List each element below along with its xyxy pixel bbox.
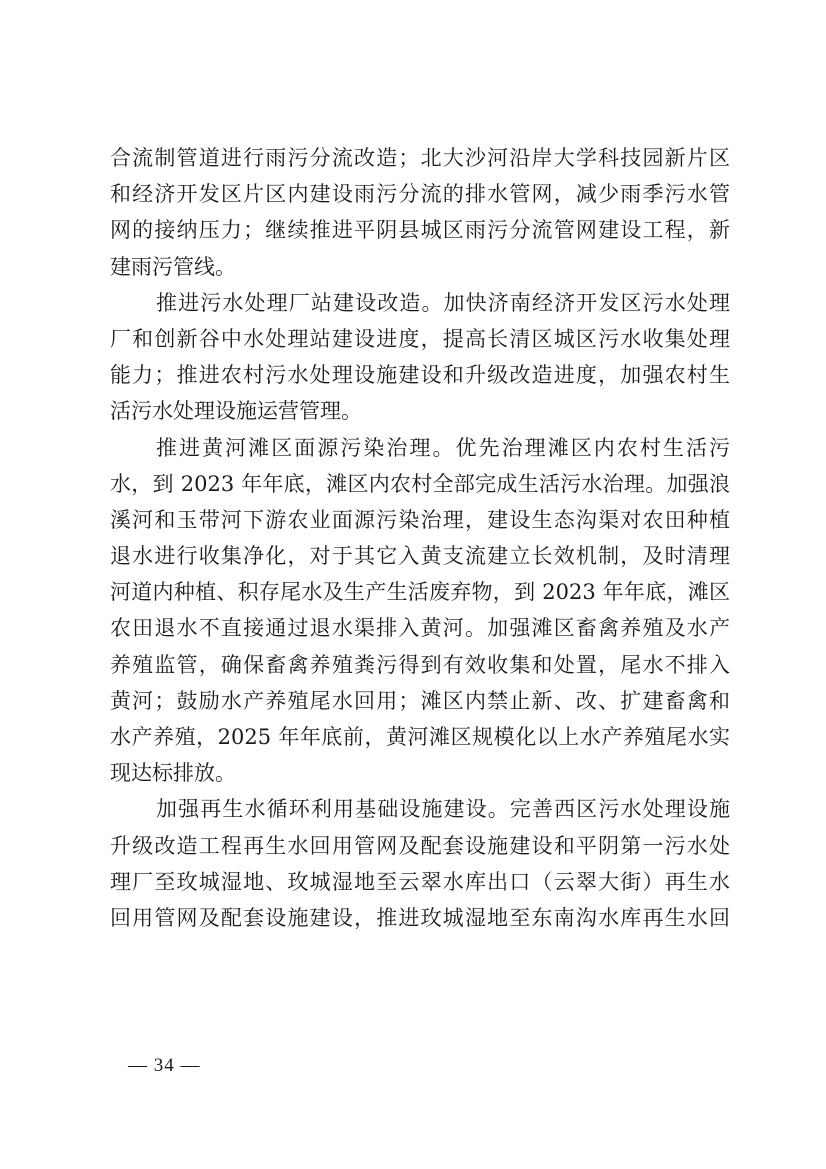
text-line: 活污水处理设施运营管理。 bbox=[110, 399, 362, 424]
page-number: — 34 — bbox=[128, 1055, 201, 1076]
text-line: 养殖监管，确保畜禽养殖粪污得到有效收集和处置，尾水不排入 bbox=[110, 652, 730, 677]
text-line: 农田退水不直接通过退水渠排入黄河。加强滩区畜禽养殖及水产 bbox=[110, 616, 730, 641]
text-line: 水产养殖，2025 年年底前，黄河滩区规模化以上水产养殖尾水实 bbox=[110, 725, 730, 749]
text-line: 建雨污管线。 bbox=[110, 254, 236, 279]
text-line: 网的接纳压力；继续推进平阴县城区雨污分流管网建设工程，新 bbox=[110, 218, 730, 243]
text-line: 黄河；鼓励水产养殖尾水回用；滩区内禁止新、改、扩建畜禽和 bbox=[110, 688, 730, 713]
text-line: 合流制管道进行雨污分流改造；北大沙河沿岸大学科技园新片区 bbox=[110, 146, 730, 170]
text-line: 溪河和玉带河下游农业面源污染治理，建设生态沟渠对农田种植 bbox=[110, 507, 730, 532]
text-line: 能力；推进农村污水处理设施建设和升级改造进度，加强农村生 bbox=[110, 363, 730, 388]
body-text bbox=[110, 140, 730, 936]
text-line: 退水进行收集净化，对于其它入黄支流建立长效机制，及时清理 bbox=[110, 544, 730, 569]
text-line: 河道内种植、积存尾水及生产生活废弃物，到 2023 年年底，滩区 bbox=[110, 580, 730, 605]
text-line: 升级改造工程再生水回用管网及配套设施建设和平阴第一污水处 bbox=[110, 833, 730, 858]
text-line: 理厂至玫城湿地、玫城湿地至云翠水库出口（云翠大街）再生水 bbox=[110, 869, 730, 894]
text-line: 厂和创新谷中水处理站建设进度，提高长清区城区污水收集处理 bbox=[110, 326, 730, 351]
text-line: 回用管网及配套设施建设，推进玫城湿地至东南沟水库再生水回 bbox=[110, 905, 730, 930]
text-line: 和经济开发区片区内建设雨污分流的排水管网，减少雨季污水管 bbox=[110, 182, 730, 207]
text-line: 推进黄河滩区面源污染治理。优先治理滩区内农村生活污 bbox=[156, 435, 730, 460]
text-line: 推进污水处理厂站建设改造。加快济南经济开发区污水处理 bbox=[156, 290, 730, 315]
text-line: 现达标排放。 bbox=[110, 761, 236, 786]
text-line: 加强再生水循环利用基础设施建设。完善西区污水处理设施 bbox=[156, 797, 730, 822]
text-line: 水，到 2023 年年底，滩区内农村全部完成生活污水治理。加强浪 bbox=[110, 471, 730, 496]
